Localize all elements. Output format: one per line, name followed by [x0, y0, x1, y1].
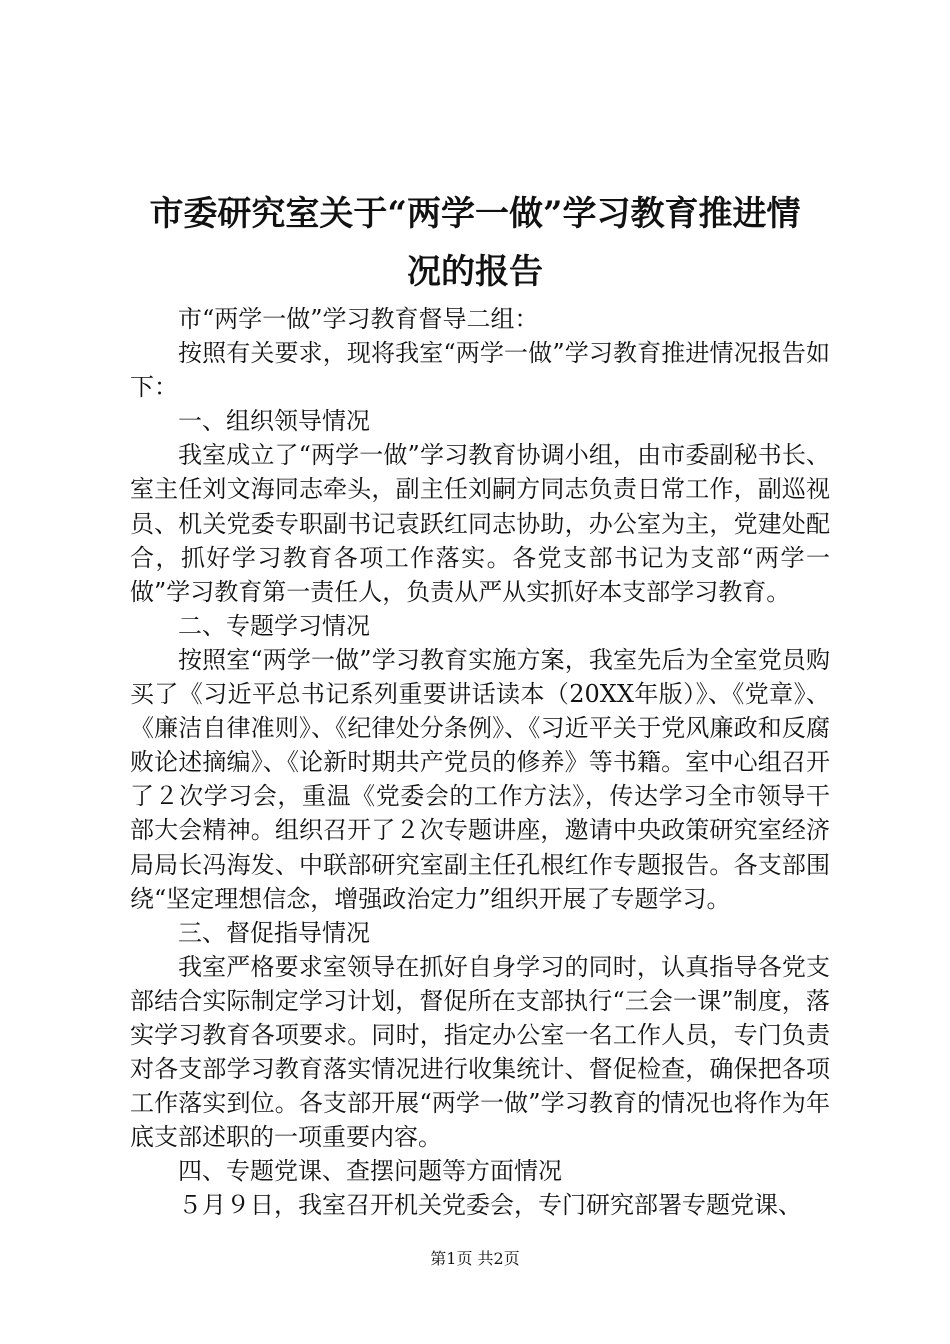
intro-paragraph: 按照有关要求，现将我室“两学一做”学习教育推进情况报告如下：	[130, 339, 830, 402]
document-body	[130, 302, 830, 1223]
section-heading: 三、督促指导情况	[178, 918, 370, 947]
section-heading: 二、专题学习情况	[178, 611, 370, 640]
salutation: 市“两学一做”学习教育督导二组：	[178, 305, 539, 333]
section-heading: 四、专题党课、查摆问题等方面情况	[178, 1157, 562, 1186]
body-paragraph: 我室严格要求室领导在抓好自身学习的同时，认真指导各党支部结合实际制定学习计划，督促所在支部执行“三会一课”制度，落实学习教育各项要求。同时，指定办公室一名工作人员，专门负责对各支部学习教育落实情况进行收集统计、督促检查，确保把各项工作落实到位。各支部开展“两学一做”学习教育的情况也将作为年底支部述职的一项重要内容。	[130, 952, 830, 1152]
document-title-line-1: 市委研究室关于“两学一做”学习教育推进情	[149, 194, 801, 234]
body-paragraph: 按照室“两学一做”学习教育实施方案，我室先后为全室党员购买了《习近平总书记系列重要讲话读本（20XX年版）》、《党章》、《廉洁自律准则》、《纪律处分条例》、《习近平关于党风廉政和反腐败论述摘编》、《论新时期共产党员的修养》等书籍。室中心组召开了２次学习会，重温《党委会的工作方法》，传达学习全市领导干部大会精神。组织召开了２次专题讲座，邀请中央政策研究室经济局局长冯海发、中联部研究室副主任孔根红作专题报告。各支部围绕“坚定理想信念，增强政治定力”组织开展了专题学习。	[130, 645, 830, 913]
page-number: 第1页 共2页	[430, 1249, 520, 1268]
body-paragraph: ５月９日，我室召开机关党委会，专门研究部署专题党课、	[178, 1191, 802, 1220]
body-paragraph: 我室成立了“两学一做”学习教育协调小组，由市委副秘书长、室主任刘文海同志牵头，副主任刘嗣方同志负责日常工作，副巡视员、机关党委专职副书记袁跃红同志协助，办公室为主，党建处配合，抓好学习教育各项工作落实。各党支部书记为支部“两学一做”学习教育第一责任人，负责从严从实抓好本支部学习教育。	[130, 441, 830, 606]
document-title-line-2: 况的报告	[407, 252, 543, 292]
section-heading: 一、组织领导情况	[178, 407, 370, 436]
